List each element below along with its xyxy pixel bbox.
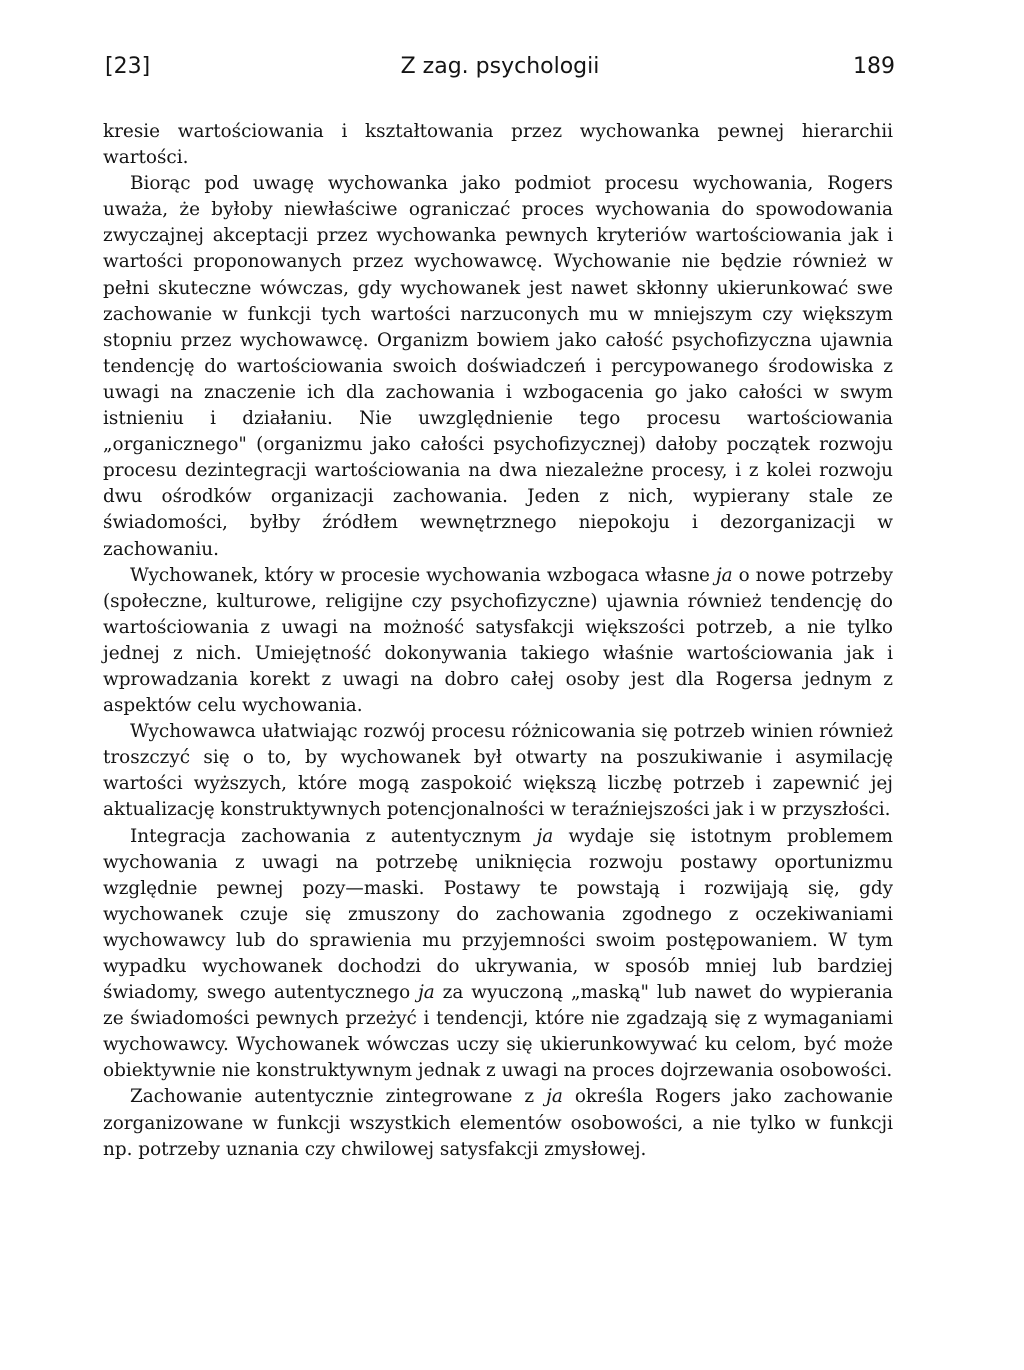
text-run: Integracja zachowania z autentycznym — [130, 825, 537, 847]
section-reference: [23] — [105, 54, 151, 79]
text-run: wydaje się istotnym problemem wychowania z uwagi na potrzebę uniknięcia rozwoju postawy oportunizmu względnie pewnej pozy—maski. Postawy te powstają i rozwijają się, gdy wychowanek czuje się zmuszony do zachowania zgodnego z oczekiwaniami wychowawcy lub do sprawienia mu przyjemności swoim postępowaniem. W tym wypadku wychowanek dochodzi do ukrywania, w sposób mniej lub bardziej świadomy, swego autentycznego — [103, 825, 893, 1004]
italic-term: ja — [418, 982, 435, 1004]
text-run: Zachowanie autentycznie zintegrowane z — [130, 1086, 547, 1108]
text-run: Wychowawca ułatwiając rozwój procesu różnicowania się potrzeb winien również troszczyć się o to, by wychowanek był otwarty na poszukiwanie i asymilację wartości wyższych, które mogą zaspokoić większą liczbę potrzeb i zapewnić jej aktualizację konstruktywnych potencjonalności w teraźniejszości jak i w przyszłości. — [103, 721, 893, 821]
paragraph — [103, 824, 893, 1085]
italic-term: ja — [536, 825, 554, 847]
italic-term: ja — [715, 564, 733, 586]
text-run: za wyuczoną „maską" lub nawet do wypierania ze świadomości pewnych przeżyć i tendencji, które nie zgadzają się z wymaganiami wychowawcy. Wychowanek wówczas uczy się ukierunkowywać ku celom, być może obiektywnie nie konstruktywnym jednak z uwagi na proces dojrzewania osobowości. — [103, 982, 893, 1082]
text-run: kresie wartościowania i kształtowania przez wychowanka pewnej hierarchii wartości. — [103, 121, 893, 169]
paragraph — [103, 1084, 893, 1162]
body-text — [103, 119, 893, 1163]
italic-term: ja — [546, 1086, 563, 1108]
paragraph — [103, 719, 893, 823]
paragraph-continuation — [103, 119, 893, 171]
text-run: określa Rogers jako zachowanie zorganizowane w funkcji wszystkich elementów osobowości, a nie tylko w funkcji np. potrzeby uznania czy chwilowej satysfakcji zmysłowej. — [103, 1086, 893, 1160]
running-head — [105, 54, 895, 90]
text-run: Wychowanek, który w procesie wychowania wzbogaca własne — [130, 564, 716, 586]
page-number: 189 — [853, 54, 895, 79]
paragraph — [103, 171, 893, 562]
text-run: o nowe potrzeby (społeczne, kulturowe, religijne czy psychofizyczne) ujawnia również tendencję do wartościowania z uwagi na możność satysfakcji większości potrzeb, a nie tylko jednej z nich. Umiejętność dokonywania takiego właśnie wartościowania jak i wprowadzania korekt z uwagi na dobro całej osoby jest dla Rogersa jednym z aspektów celu wychowania. — [103, 564, 893, 717]
paragraph — [103, 563, 893, 720]
running-title: Z zag. psychologii — [400, 54, 600, 79]
text-run: Biorąc pod uwagę wychowanka jako podmiot procesu wychowania, Rogers uważa, że byłoby niewłaściwe ograniczać proces wychowania do spowodowania zwyczajnej akceptacji przez wychowanka pewnych kryteriów wartościowania jak i wartości proponowanych przez wychowawcę. Wychowanie nie będzie również w pełni skuteczne wówczas, gdy wychowanek jest nawet skłonny ukierunkować swe zachowanie w funkcji tych wartości narzuconych mu w mniejszym czy większym stopniu przez wychowawcę. Organizm bowiem jako całość psychofizyczna ujawnia tendencję do wartościowania swoich doświadczeń i percypowanego środowiska z uwagi na znaczenie ich dla zachowania i wzbogacenia go jako całości w swym istnieniu i działaniu. Nie uwzględnienie tego procesu wartościowania „organicznego" (organizmu jako całości psychofizycznej) dałoby początek rozwoju procesu dezintegracji wartościowania na dwa niezależne procesy, i z kolei rozwoju dwu ośrodków organizacji zachowania. Jeden z nich, wypierany stale ze świadomości, byłby źródłem wewnętrznego niepokoju i dezorganizacji w zachowaniu. — [103, 173, 893, 560]
